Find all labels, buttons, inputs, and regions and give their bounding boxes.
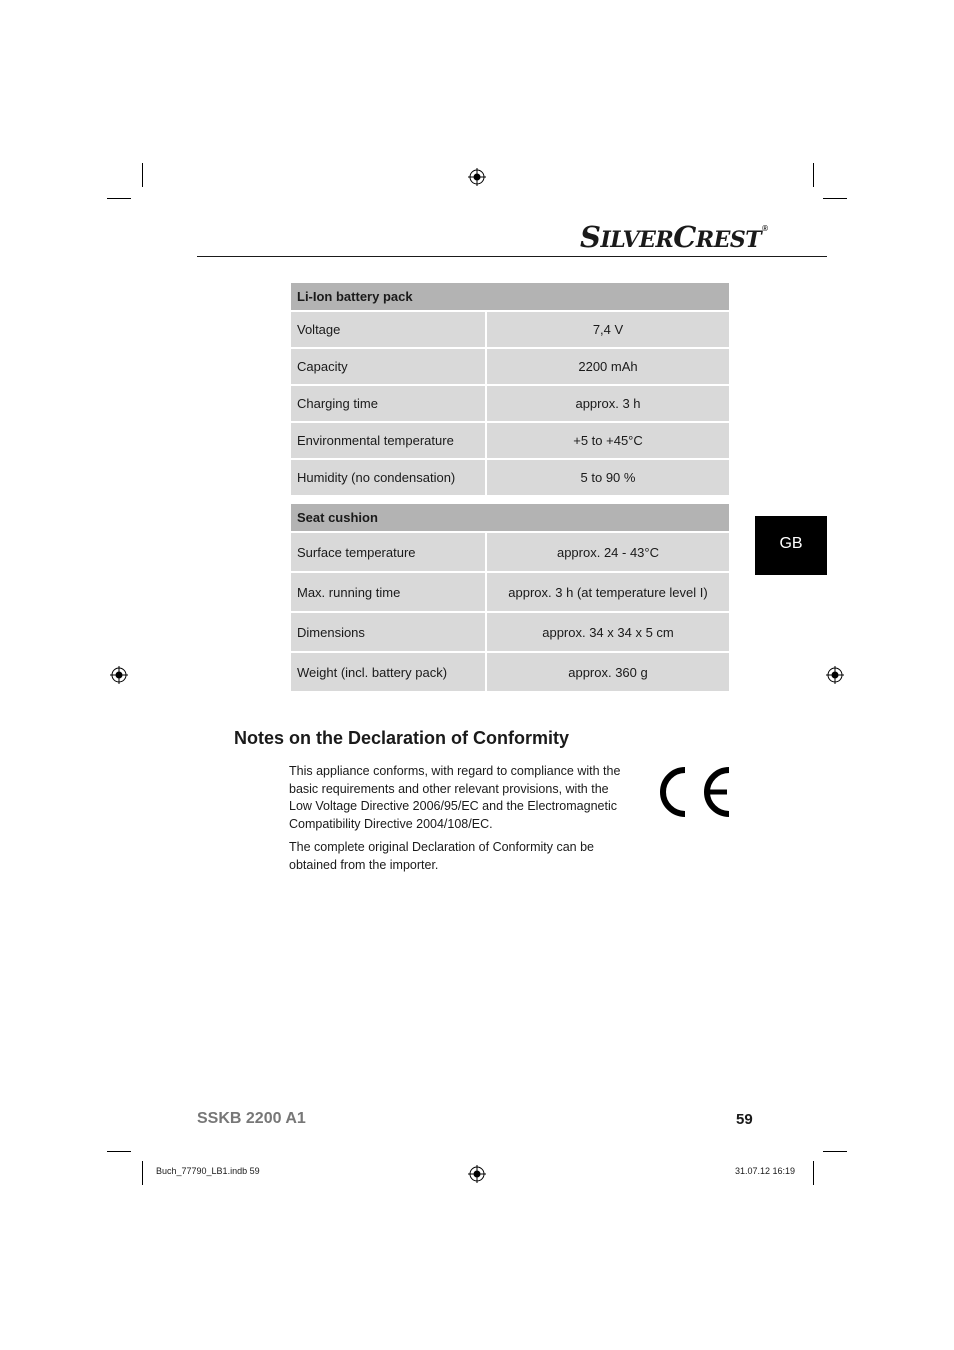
spec-value: approx. 3 h (at temperature level I) — [486, 572, 730, 612]
page-number: 59 — [736, 1111, 753, 1128]
print-slug-date: 31.07.12 16:19 — [735, 1166, 796, 1176]
spec-value: 5 to 90 % — [486, 459, 730, 496]
table-row — [290, 459, 730, 496]
spec-label: Capacity — [290, 348, 486, 385]
registration-mark-icon — [468, 1165, 486, 1183]
table-row — [290, 311, 730, 348]
text-line: Low Voltage Directive 2006/95/EC and the Electromagnetic — [289, 799, 617, 813]
text-line: Compatibility Directive 2004/108/EC. — [289, 816, 493, 831]
spec-label: Environmental temperature — [290, 422, 486, 459]
table-row — [290, 572, 730, 612]
spec-value: approx. 3 h — [486, 385, 730, 422]
table-row — [290, 612, 730, 652]
battery-spec-table — [289, 281, 731, 497]
brand-logo: SILVERCREST® — [580, 220, 768, 254]
language-tab: GB — [755, 516, 827, 575]
conformity-paragraph — [289, 763, 634, 833]
model-number: SSKB 2200 A1 — [197, 1110, 306, 1127]
table-row — [290, 532, 730, 572]
spec-value: +5 to +45°C — [486, 422, 730, 459]
crop-mark — [813, 163, 814, 187]
spec-label: Max. running time — [290, 572, 486, 612]
ce-mark-icon — [655, 762, 735, 822]
spec-value: 2200 mAh — [486, 348, 730, 385]
crop-mark — [142, 163, 143, 187]
crop-mark — [813, 1161, 814, 1185]
spec-label: Surface temperature — [290, 532, 486, 572]
spec-value: approx. 34 x 34 x 5 cm — [486, 612, 730, 652]
seat-spec-table — [289, 502, 731, 693]
header-rule — [197, 256, 827, 257]
table-row — [290, 348, 730, 385]
crop-mark — [142, 1161, 143, 1185]
registration-mark-icon — [826, 666, 844, 684]
crop-mark — [107, 1151, 131, 1152]
text-line: basic requirements and other relevant provisions, with the — [289, 781, 609, 796]
text-line: obtained from the importer. — [289, 857, 439, 872]
table-row — [290, 422, 730, 459]
registration-mark-icon — [110, 666, 128, 684]
importer-paragraph — [289, 839, 634, 874]
spec-value: approx. 360 g — [486, 652, 730, 692]
table-heading: Li-Ion battery pack — [290, 282, 730, 311]
crop-mark — [823, 1151, 847, 1152]
registration-mark-icon — [468, 168, 486, 186]
spec-label: Dimensions — [290, 612, 486, 652]
spec-label: Charging time — [290, 385, 486, 422]
table-row — [290, 652, 730, 692]
section-title: Notes on the Declaration of Conformity — [234, 728, 570, 748]
spec-label: Humidity (no condensation) — [290, 459, 486, 496]
spec-label: Voltage — [290, 311, 486, 348]
crop-mark — [823, 198, 847, 199]
text-line: The complete original Declaration of Conformity can be — [289, 840, 595, 854]
text-line: This appliance conforms, with regard to compliance with the — [289, 764, 621, 778]
table-heading: Seat cushion — [290, 503, 730, 532]
spec-value: 7,4 V — [486, 311, 730, 348]
crop-mark — [107, 198, 131, 199]
spec-value: approx. 24 - 43°C — [486, 532, 730, 572]
print-slug-file: Buch_77790_LB1.indb 59 — [156, 1166, 260, 1176]
spec-label: Weight (incl. battery pack) — [290, 652, 486, 692]
table-row — [290, 385, 730, 422]
